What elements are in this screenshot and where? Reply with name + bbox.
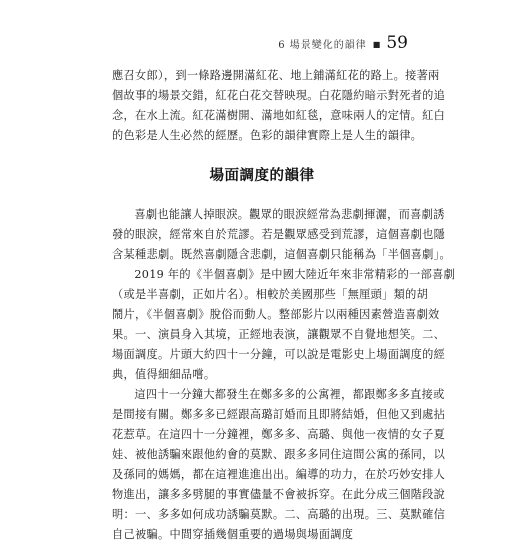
- section-heading: 場面調度的韻律: [209, 168, 315, 184]
- paragraph-half-comedy-film: [112, 265, 456, 385]
- text-line: 2019 年的《半個喜劇》是中國大陸近年來非常精彩的一部喜劇: [134, 268, 456, 281]
- page-number: 59: [386, 33, 408, 53]
- text-line: 是間接有關。鄭多多已經跟高璐訂婚而且即將結婚，但他又到處拈: [112, 408, 446, 421]
- text-line: 場面調度。片頭大約四十一分鐘，可以說是電影史上場面調度的經: [112, 348, 446, 361]
- text-line: 明：一、多多如何成功誘騙莫默。二、高璐的出現。三、莫默確信: [112, 508, 446, 521]
- text-line: （或是半喜劇，正如片名）。相較於美國那些「無厘頭」類的胡: [112, 288, 429, 301]
- paragraph-41-minutes: [112, 385, 446, 545]
- text-line: 的色彩是人生必然的經歷。色彩的韻律實際上是人生的韻律。: [112, 129, 423, 142]
- chapter-title: 6 場景變化的韻律: [278, 40, 367, 51]
- text-line: 應召女郎），到一條路邊開滿紅花、地上鋪滿紅花的路上。接著兩: [112, 69, 440, 82]
- text-line: 鬧片，《半個喜劇》脫俗而動人。整部影片以兩種因素營造喜劇效: [112, 308, 440, 321]
- text-line: 花惹草。在這四十一分鐘裡，鄭多多、高璐、與他一夜情的女子夏: [112, 428, 446, 441]
- text-line: 含某種悲劇。既然喜劇隱含悲劇，這個喜劇只能稱為「半個喜劇」。: [112, 248, 452, 261]
- text-line: 自己被騙。中間穿插幾個重要的過場與場面調度: [112, 528, 354, 541]
- running-header: [278, 33, 408, 53]
- text-line: 果。一、演員身入其境，正經地表演，讓觀眾不自覺地想笑。二、: [112, 328, 446, 341]
- text-line: 發的眼淚，經常來自於荒謬。若是觀眾感受到荒謬，這個喜劇也隱: [112, 228, 446, 241]
- paragraph-red-white-flowers: [112, 66, 446, 146]
- text-line: 這四十一分鐘大都發生在鄭多多的公寓裡，都跟鄭多多直接或: [134, 388, 445, 401]
- text-line: 及孫同的媽媽，都在這裡進進出出。編導的功力，在於巧妙安排人: [112, 468, 446, 481]
- square-marker-icon: ■: [372, 40, 381, 49]
- text-line: 物進出，讓多多劈腿的事實儘量不會被拆穿。在此分成三個階段說: [112, 488, 446, 501]
- page-body: [112, 66, 456, 545]
- text-line: 娃、被他誘騙來跟他約會的莫默、跟多多同住這間公寓的孫同，以: [112, 448, 446, 461]
- text-line: 典，值得細細品嚐。: [112, 368, 216, 381]
- text-line: 喜劇也能讓人掉眼淚。觀眾的眼淚經常為悲劇揮灑，而喜劇誘: [134, 208, 445, 221]
- text-line: 念，在水上流。紅花滿樹開、滿地如紅毯，意味兩人的定情。紅白: [112, 109, 446, 122]
- paragraph-comedy-tears: [112, 205, 452, 265]
- text-line: 個故事的場景交錯，紅花白花交替映現。白花隱約暗示對死者的追: [112, 89, 446, 102]
